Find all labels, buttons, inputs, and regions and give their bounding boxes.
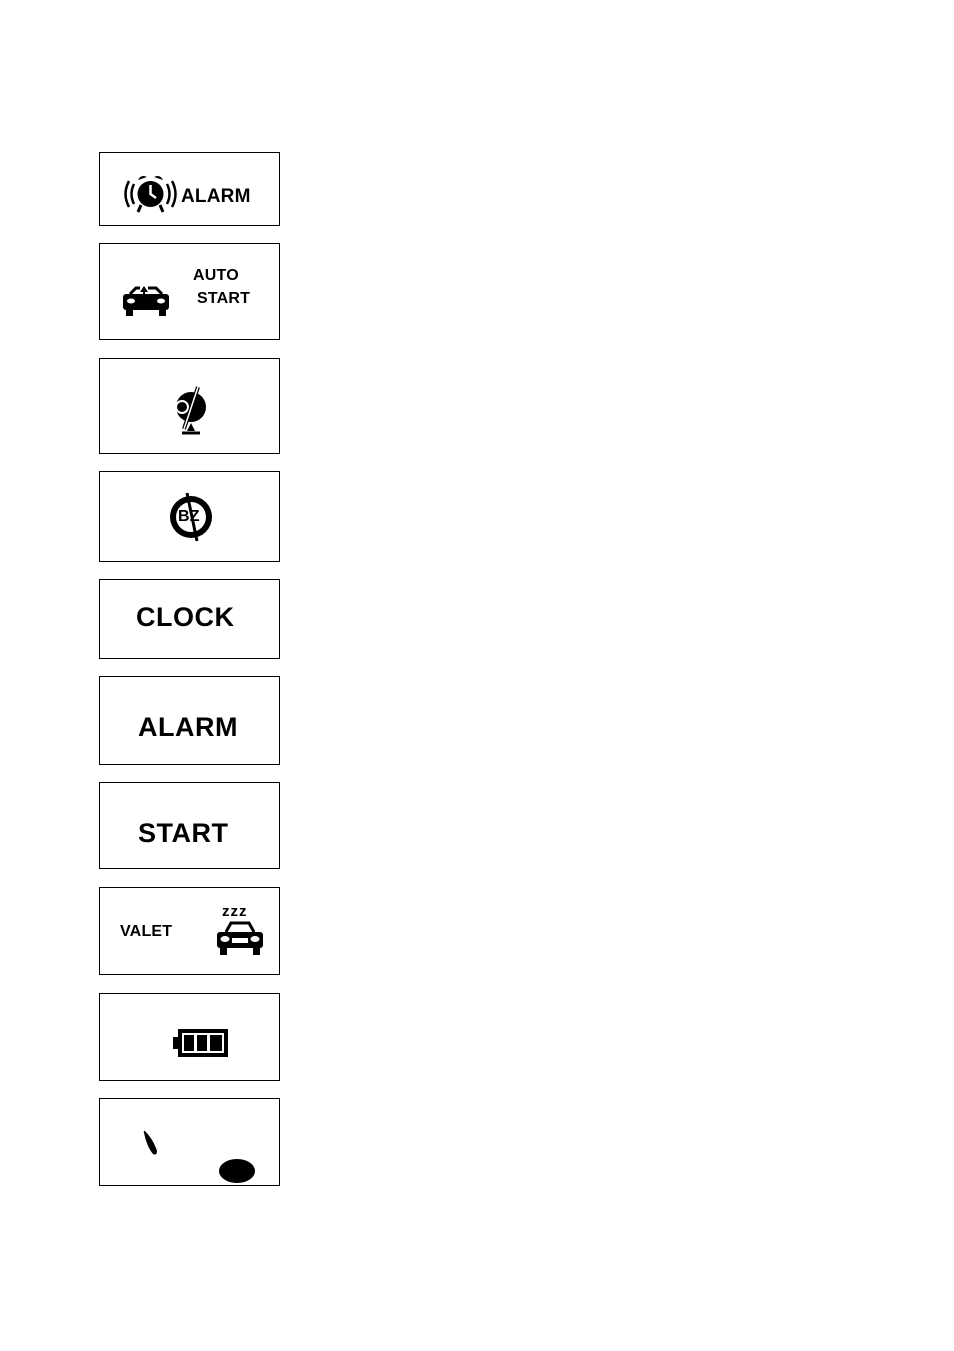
alarm-label: ALARM xyxy=(181,186,251,207)
alarm-clock-icon xyxy=(120,173,182,215)
car-autostart-icon xyxy=(120,282,172,318)
clock-indicator-panel xyxy=(99,579,280,659)
alarm-indicator-panel xyxy=(99,152,280,226)
alarm-text-label: ALARM xyxy=(138,712,238,742)
auto-label: AUTO xyxy=(193,267,239,284)
valet-label: VALET xyxy=(120,923,173,940)
valet-indicator-panel xyxy=(99,887,280,975)
clock-label: CLOCK xyxy=(136,602,235,632)
start-indicator-panel xyxy=(99,782,280,869)
battery-indicator-panel xyxy=(99,993,280,1081)
segments-indicator-panel xyxy=(99,1098,280,1186)
sleeping-car-icon xyxy=(214,920,266,958)
buzzer-text: BZ xyxy=(178,508,200,525)
alarm-off-indicator-panel xyxy=(99,358,280,454)
start-label-small: START xyxy=(197,290,251,307)
battery-icon xyxy=(173,1027,229,1059)
start-label: START xyxy=(138,818,229,848)
alarm-clock-off-icon xyxy=(168,385,214,437)
alarm-text-indicator-panel xyxy=(99,676,280,765)
display-segments-icon xyxy=(140,1129,260,1187)
sleep-zzz-text: zzz xyxy=(222,903,248,920)
auto-start-indicator-panel xyxy=(99,243,280,340)
buzzer-off-indicator-panel xyxy=(99,471,280,562)
